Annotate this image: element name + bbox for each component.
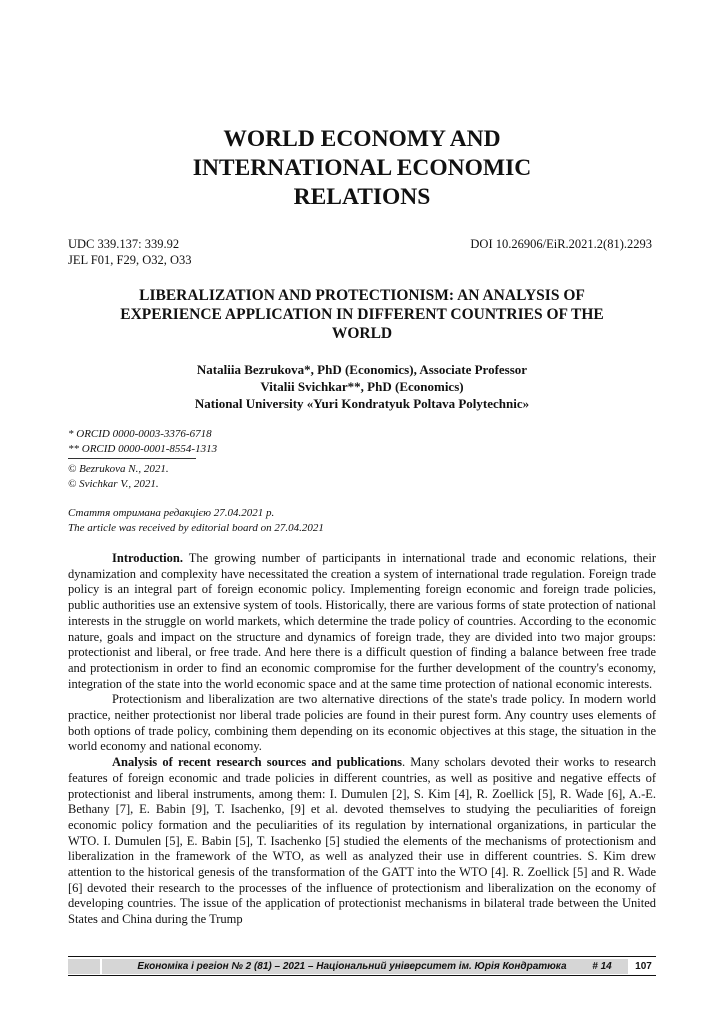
section-title-line: RELATIONS [293, 184, 431, 210]
article-body [68, 551, 656, 928]
doi: DOI 10.26906/EiR.2021.2(81).2293 [470, 237, 652, 251]
article-title-line: EXPERIENCE APPLICATION IN DIFFERENT COUNTRIES OF THE [120, 306, 604, 323]
notes-divider [68, 458, 196, 459]
section-title-line: INTERNATIONAL ECONOMIC [192, 155, 532, 181]
paragraph-protectionism: Protectionism and liberalization are two alternative directions of the state's trade policy. In modern world practice, neither protectionist nor liberal trade policies are found in their purest form. Any country uses elements of both options of trade policy, combining them depending on its economic objectives at this stage, the situation in the world economy and national economy. [68, 692, 656, 754]
jel-code: JEL F01, F29, O32, O33 [68, 253, 192, 267]
article-title [60, 286, 664, 343]
article-title-line: LIBERALIZATION AND PROTECTIONISM: AN ANALYSIS OF [139, 287, 585, 304]
footer-bar-stub [68, 959, 100, 974]
analysis-heading: Analysis of recent research sources and publications [112, 755, 402, 770]
footer-rule-top [68, 956, 656, 957]
paragraph-text: . Many scholars devoted their works to research features of foreign economic and trade policies in different countries, as well as positive and negative effects of protectionist and liberal instruments, among them: I. Dumulen [2], S. Kim [4], R. Zoellick [5], R. Wade [6], A.-E. Bethany [7], E. Babin [9], T. Isachenko, [9] et al. devoted themselves to studying the peculiarities of foreign economic policy formation and the peculiarities of its regulation by international organizations, in particular the WTO. I. Dumulen [5], E. Babin [5], T. Isachenko [5] studied the elements of the mechanisms of protectionism and liberalization in the framework of the WTO, as well as analyzed their use in different countries. S. Kim drew attention to the historical genesis of the transformation of the GATT into the WTO [4]. R. Zoellick [5] and R. Wade [6] devoted their research to the processes of the influence of protectionism and liberalization on the economy of developing countries. The issue of the application of protectionist mechanisms in bilateral trade between the United States and China during the Trump [68, 755, 656, 927]
page-number: 107 [631, 959, 656, 974]
udc-code: UDC 339.137: 339.92 [68, 237, 180, 251]
footer-rule-bottom [68, 975, 656, 976]
footer-issue: # 14 [576, 959, 628, 974]
received-note-ua: Стаття отримана редакцією 27.04.2021 р. [68, 507, 275, 519]
author-1: Nataliia Bezrukova*, PhD (Economics), Associate Professor [196, 362, 528, 377]
author-2: Vitalii Svichkar**, PhD (Economics) [260, 379, 464, 394]
copyright-2: © Svichkar V., 2021. [68, 477, 159, 490]
introduction-heading: Introduction. [112, 551, 183, 565]
authors-block [60, 361, 664, 412]
author-notes [68, 427, 324, 535]
orcid-2: ** ORCID 0000-0001-8554-1313 [68, 442, 218, 455]
paragraph-analysis [68, 755, 656, 928]
article-title-line: WORLD [331, 325, 393, 342]
footer-journal: Економіка і регіон № 2 (81) – 2021 – Національний університет ім. Юрія Кондратюка [102, 959, 602, 974]
paragraph-introduction [68, 551, 656, 692]
copyright-1: © Bezrukova N., 2021. [68, 463, 169, 475]
paragraph-text: The growing number of participants in international trade and economic relations, their dynamization and complexity have necessitated the creation a system of international trade regulation. Foreign trade policy is an integral part of foreign economic policy. Implementing foreign economic and foreign trade policies, public authorities use an extensive system of tools. Historically, there are various forms of state protection of national interests in the struggle on world markets, which determine the trade policy of countries. According to the economic nature, goals and impact on the structure and dynamics of foreign trade, they are divided into two major groups: protectionist and liberal, or free trade. And here there is a difficult question of finding a balance between free trade and protectionism in order to find an economic compromise for the further development of the country's economy, integration of the state into the world economic space and at the same time protection of national economic interests. [68, 551, 656, 691]
classification-codes [68, 236, 192, 268]
received-note-en: The article was received by editorial board on 27.04.2021 [68, 521, 324, 534]
affiliation: National University «Yuri Kondratyuk Poltava Polytechnic» [194, 396, 530, 411]
orcid-1: * ORCID 0000-0003-3376-6718 [68, 428, 212, 440]
page-footer [68, 956, 656, 976]
section-title-line: WORLD ECONOMY AND [223, 126, 501, 152]
section-title [0, 125, 724, 212]
